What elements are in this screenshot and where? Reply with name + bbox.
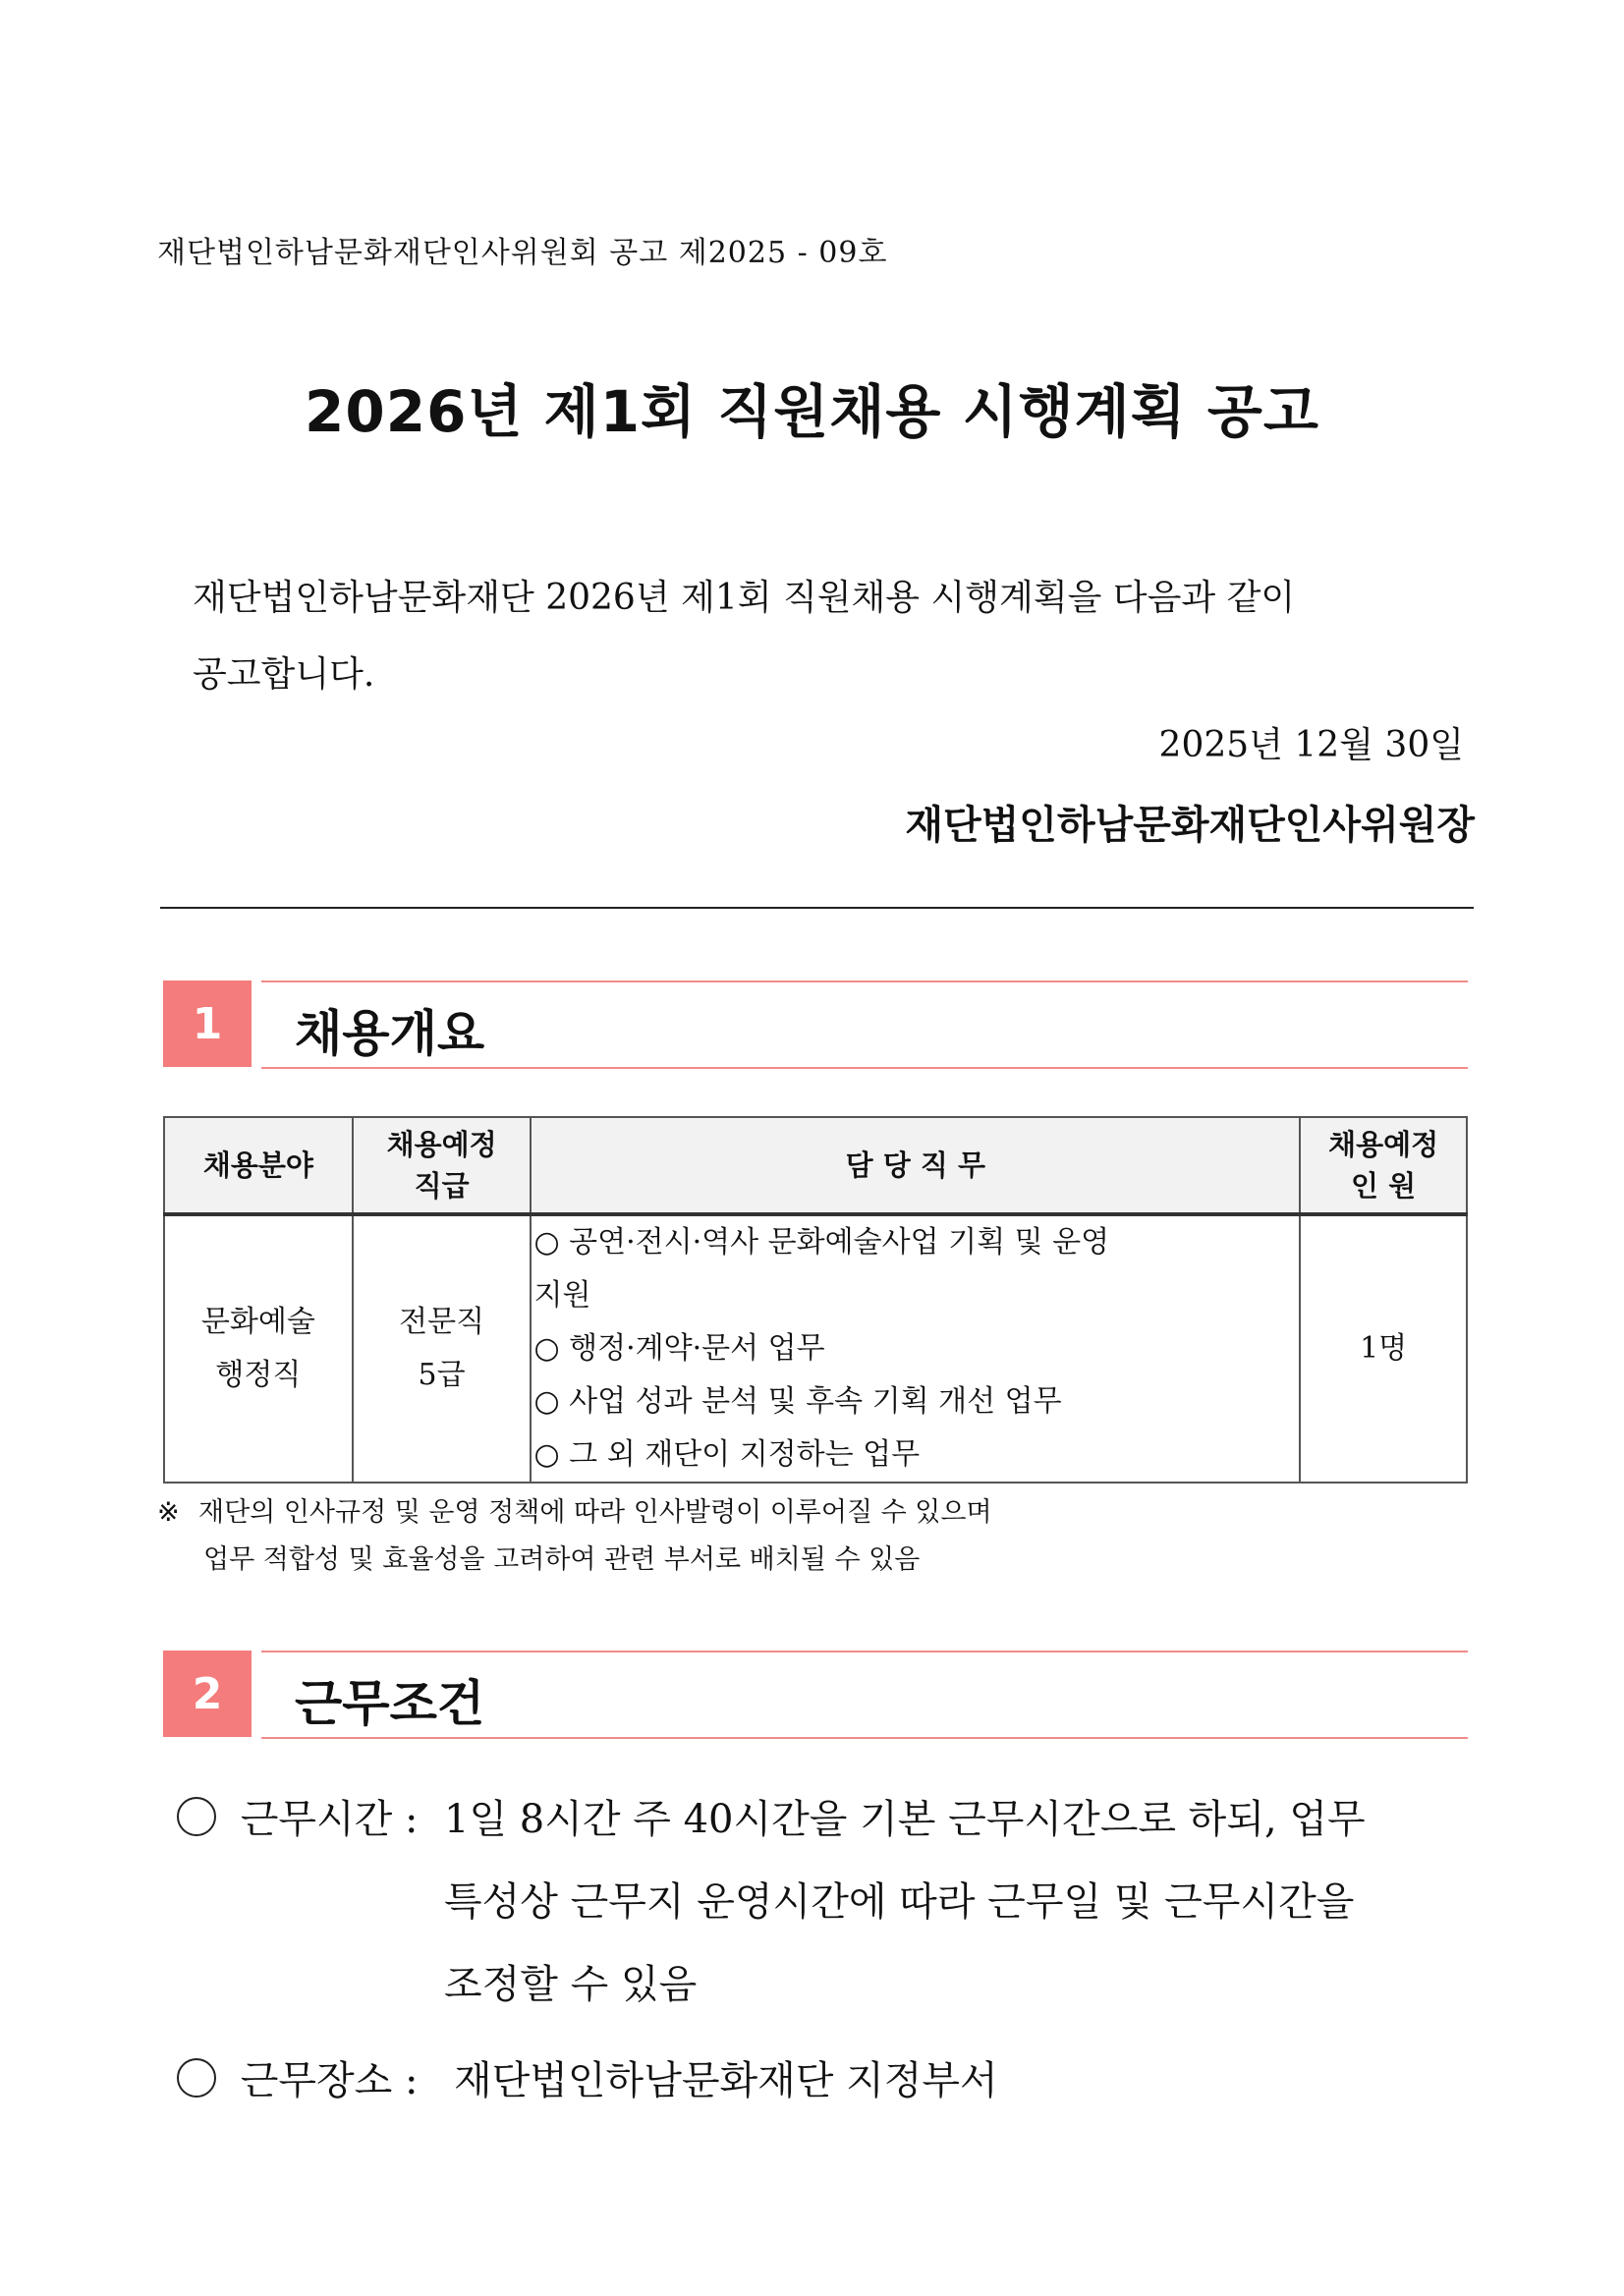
section-2-number: 2 (163, 1651, 252, 1737)
cell-duties (531, 1214, 1300, 1483)
bullet-circle-icon (177, 2058, 216, 2098)
duty-item-4: ○ 그 외 재단이 지정하는 업무 (533, 1437, 921, 1472)
section-1-bottom-line (261, 1067, 1468, 1069)
header-field: 채용분야 (164, 1117, 353, 1214)
condition-work-location (177, 2040, 1484, 2122)
condition-work-hours (177, 1778, 1484, 2026)
duty-item-2: ○ 행정·계약·문서 업무 (533, 1331, 825, 1366)
announcement-date: 2025년 12월 30일 (1158, 725, 1464, 765)
section-2-top-line (261, 1651, 1468, 1652)
section-2-bottom-line (261, 1737, 1468, 1739)
section-1-number: 1 (163, 980, 252, 1067)
intro-line-1: 재단법인하남문화재단 2026년 제1회 직원채용 시행계획을 다음과 같이 (193, 578, 1296, 618)
work-hours-line-3: 조정할 수 있음 (444, 1962, 698, 2007)
table-row (164, 1214, 1467, 1483)
notice-number: 재단법인하남문화재단인사위원회 공고 제2025 - 09호 (157, 236, 888, 270)
recruitment-table (163, 1116, 1468, 1484)
work-location-label: 근무장소 : (240, 2058, 419, 2103)
header-grade: 채용예정 직급 (353, 1117, 532, 1214)
intro-paragraph (193, 560, 1470, 713)
work-location-line-1: 재단법인하남문화재단 지정부서 (454, 2058, 998, 2103)
cell-grade: 전문직 5급 (353, 1214, 532, 1483)
section-1-top-line (261, 980, 1468, 982)
cell-count: 1명 (1300, 1214, 1467, 1483)
bullet-circle-icon (177, 1797, 216, 1836)
note-line-2: 업무 적합성 및 효율성을 고려하여 관련 부서로 배치될 수 있음 (203, 1544, 921, 1575)
duty-item-3: ○ 사업 성과 분석 및 후속 기획 개선 업무 (533, 1384, 1062, 1419)
work-hours-line-1: 1일 8시간 주 40시간을 기본 근무시간으로 하되, 업무 (444, 1797, 1366, 1842)
note-line-1: 재단의 인사규정 및 운영 정책에 따라 인사발령이 이루어질 수 있으며 (198, 1497, 992, 1528)
section-2-title: 근무조건 (295, 1675, 485, 1732)
work-hours-label: 근무시간 : (240, 1797, 419, 1842)
note-mark: ※ (157, 1497, 180, 1528)
table-header-row (164, 1117, 1467, 1214)
header-count: 채용예정 인 원 (1300, 1117, 1467, 1214)
work-hours-line-2: 특성상 근무지 운영시간에 따라 근무일 및 근무시간을 (444, 1879, 1355, 1925)
intro-line-2: 공고합니다. (193, 654, 375, 695)
table-note (157, 1489, 992, 1584)
header-duties: 담 당 직 무 (531, 1117, 1300, 1214)
duty-item-1-cont: 지원 (533, 1278, 591, 1313)
cell-field: 문화예술 행정직 (164, 1214, 353, 1483)
page-title: 2026년 제1회 직원채용 시행계획 공고 (305, 378, 1319, 445)
section-1-title: 채용개요 (295, 1005, 485, 1062)
duty-item-1: ○ 공연·전시·역사 문화예술사업 기획 및 운영 (533, 1225, 1110, 1260)
signer-title: 재단법인하남문화재단인사위원장 (905, 802, 1475, 848)
header-divider (160, 907, 1474, 909)
